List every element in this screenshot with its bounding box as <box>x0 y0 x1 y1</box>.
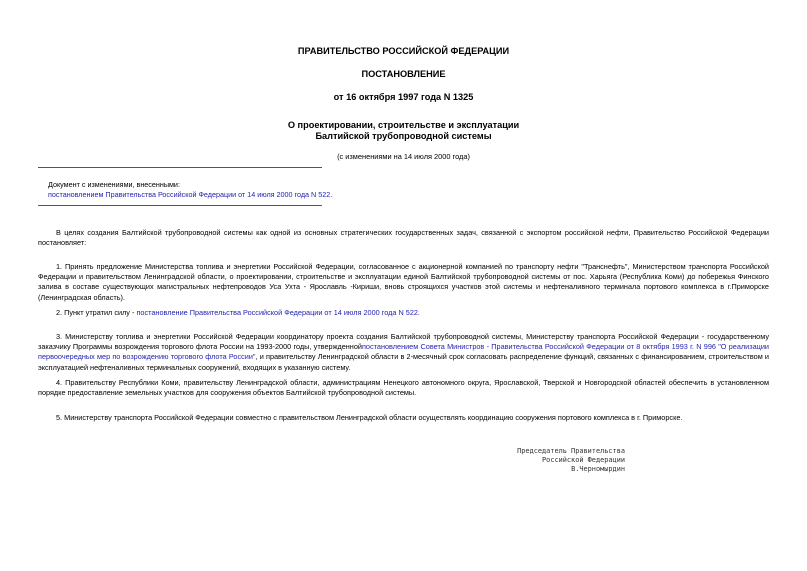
paragraph-3-link[interactable]: постановлением Совета Министров - Правительства Российской Федерации от 8 октября 1993 г. N 996 "О реализации первоочередных мер по возрождению торгового флота России" <box>38 342 769 362</box>
divider-bottom <box>38 205 322 206</box>
title-line-2: Балтийской трубопроводной системы <box>315 131 492 141</box>
paragraph-3-text-end: , и правительству Ленинградской области в 2-месячный срок согласовать распределение функций, связанных с финансированием, строительством и эксплуатацией нефтеналивных терминальных сооружений, входящих в указанную систему. <box>38 352 769 372</box>
paragraph-3 <box>38 332 769 373</box>
divider-top <box>38 167 322 168</box>
paragraph-2-text: 2. Пункт утратил силу - <box>56 308 137 317</box>
date-number-heading: от 16 октября 1997 года N 1325 <box>333 92 474 102</box>
paragraph-4: 4. Правительству Республики Коми, правительству Ленинградской области, администрациям Ненецкого автономного округа, Ярославской, Тверской и Новгородской областей обеспечить в установленном порядке предоставление земельных участков для сооружения объектов Балтийской трубопроводной системы. <box>38 378 769 398</box>
signature-line-3: В.Черномырдин <box>571 465 625 474</box>
document-changes-link[interactable]: постановлением Правительства Российской Федерации от 14 июля 2000 года N 522. <box>48 190 333 199</box>
paragraph-3-text-start: 3. Министерству топлива и энергетики Российской Федерации координатору проекта создания Балтийской трубопроводной системы, Министерству транспорта Российской Федерации - государственному заказчику Программы возрождения торгового флота России на 1993-2000 годы, утвержденной <box>38 332 769 352</box>
paragraph-2 <box>38 308 769 318</box>
government-heading: ПРАВИТЕЛЬСТВО РОССИЙСКОЙ ФЕДЕРАЦИИ <box>297 46 510 56</box>
signature-block <box>517 447 625 474</box>
paragraph-5: 5. Министерству транспорта Российской Федерации совместно с правительством Ленинградской области осуществлять координацию сооружения портового комплекса в г. Приморске. <box>56 413 683 422</box>
title-line-1: О проектировании, строительстве и эксплуатации <box>287 120 520 130</box>
signature-line-2: Российской Федерации <box>542 456 625 465</box>
preamble-paragraph: В целях создания Балтийской трубопроводной системы как одной из основных стратегических государственных задач, связанной с экспортом российской нефти, Правительство Российской Федерации постановляет: <box>38 228 769 248</box>
document-type-heading: ПОСТАНОВЛЕНИЕ <box>361 69 446 79</box>
paragraph-2-link[interactable]: постановление Правительства Российской Федерации от 14 июля 2000 года N 522. <box>136 308 420 317</box>
document-changes-label: Документ с изменениями, внесенными: <box>48 180 180 189</box>
paragraph-1: 1. Принять предложение Министерства топлива и энергетики Российской Федерации, согласованное с акционерной компанией по транспорту нефти "Транснефть", Министерством транспорта Российской Федерации и правительством Ленинградской области, о проектировании, строительстве и эксплуатации единой Балтийской трубопроводной системы от пос. Харьяга (Республика Коми) до побережья Финского залива в составе существующих магистральных нефтепроводов Уса Ухта - Ярославль -Кириши, вновь строящихся участков этой системы и нефтеналивного терминала портового комплекса в г.Приморске (Ленинградская область). <box>38 262 769 302</box>
amendment-note: (с изменениями на 14 июля 2000 года) <box>337 152 470 161</box>
signature-line-1: Председатель Правительства <box>517 447 625 455</box>
